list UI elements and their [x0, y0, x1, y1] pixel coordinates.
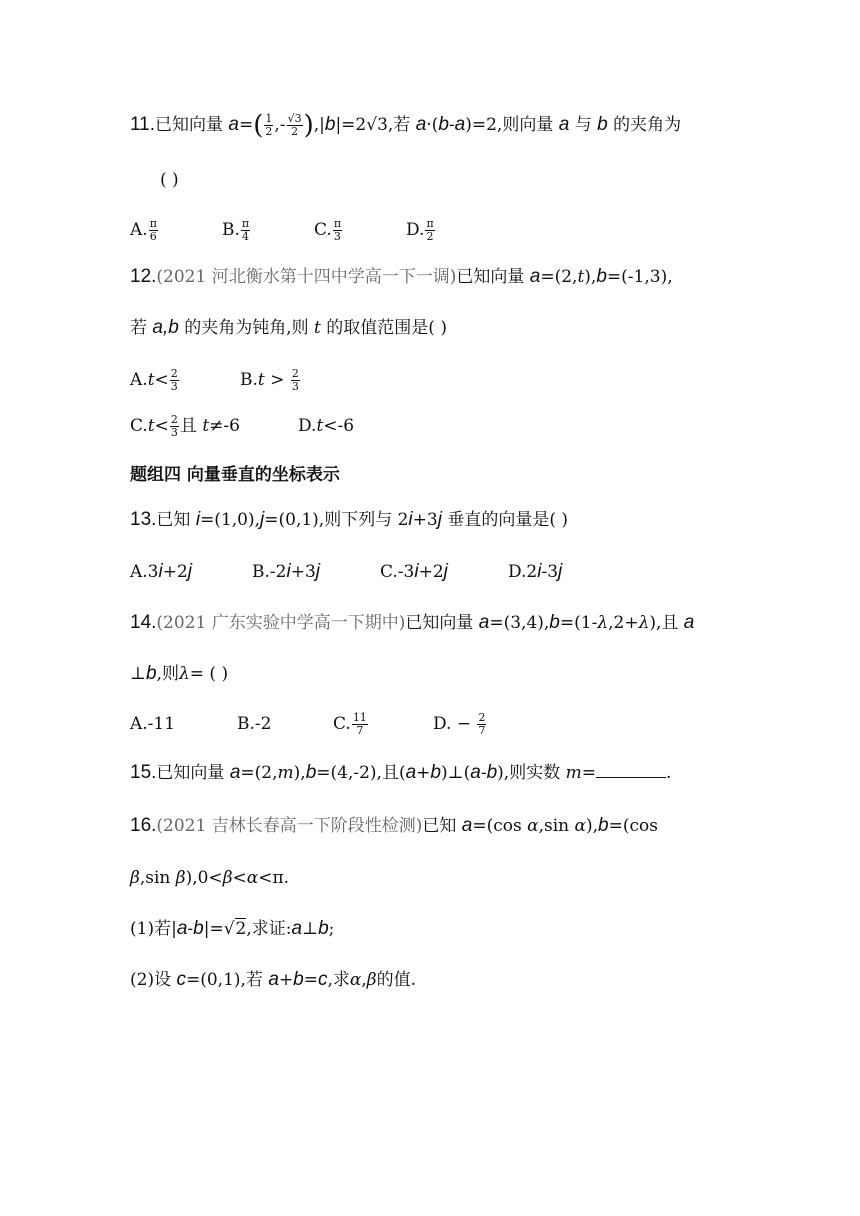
option-b: B. $\frac{\pi}{4}$: [222, 217, 250, 243]
option-a: A.t< $\frac{2}{3}$: [130, 367, 178, 393]
question-number: 14.: [130, 612, 157, 633]
q11-options: [130, 218, 436, 243]
q11-stem: 11.已知向量 a=( $\frac{1}{2}$ ,- $\frac{√3}{2}$ ),|b|=2√3,若 a·(b-a)=2,则向量 a 与 b 的夹角为: [130, 110, 682, 141]
option-d: D. $\frac{\pi}{2}$: [406, 217, 434, 243]
option-b: B.-2: [237, 714, 272, 734]
option-c: C.-3i+2j: [380, 561, 448, 582]
q15-stem: 15.已知向量 a=(2,m),b=(4,-2),且(a+b)⊥(a-b),则实数 m= .: [130, 762, 672, 783]
option-d: D.t<-6: [298, 416, 355, 436]
section-heading: 题组四 向量垂直的坐标表示: [130, 465, 340, 485]
option-c: C. $\frac{11}{7}$: [333, 711, 367, 737]
answer-blank[interactable]: [596, 761, 666, 778]
question-number: 15.: [130, 762, 157, 783]
option-a: A.-11: [130, 714, 176, 734]
option-c: C. $\frac{\pi}{3}$: [314, 217, 342, 243]
q14-options: [130, 712, 487, 737]
fraction: $\frac{1}{2}$: [265, 112, 273, 138]
q13-options: [130, 560, 562, 584]
q16-stem: 16.(2021 吉林长春高一下阶段性检测)已知 a=(cos α,sin α),b=(cos: [130, 815, 658, 836]
q11-answer-paren: ( ): [160, 170, 179, 190]
question-source: (2021 吉林长春高一下阶段性检测): [156, 816, 423, 836]
question-number: 12.: [130, 266, 157, 287]
question-number: 16.: [130, 815, 157, 836]
option-b: B.-2i+3j: [252, 561, 320, 582]
question-source: (2021 河北衡水第十四中学高一下一调): [156, 267, 457, 287]
option-a: A. $\frac{\pi}{6}$: [130, 217, 157, 243]
question-number: 11.: [130, 114, 156, 135]
q12-options-row1: [130, 368, 301, 393]
fraction: $\frac{√3}{2}$: [287, 112, 302, 138]
q13-stem: 13.已知 i=(1,0),j=(0,1),则下列与 2i+3j 垂直的向量是( ): [130, 509, 569, 530]
q12-options-row2: [130, 414, 354, 439]
q16-part2: (2)设 c=(0,1),若 a+b=c,求α,β的值.: [130, 969, 417, 990]
option-d: D.2i-3j: [508, 561, 563, 582]
option-b: B.t > $\frac{2}{3}$: [240, 367, 299, 393]
q12-stem: 12.(2021 河北衡水第十四中学高一下一调)已知向量 a=(2,t),b=(-1,3),: [130, 266, 673, 287]
q12-stem-line2: 若 a,b 的夹角为钝角,则 t 的取值范围是( ): [130, 317, 447, 338]
question-source: (2021 广东实验中学高一下期中): [156, 613, 406, 633]
option-c: C.t< $\frac{2}{3}$ 且 t≠-6: [130, 413, 240, 439]
q16-part1: (1)若|a-b|=√2,求证:a⊥b;: [130, 918, 335, 939]
question-number: 13.: [130, 509, 157, 530]
q14-stem: 14.(2021 广东实验中学高一下期中)已知向量 a=(3,4),b=(1-λ,2+λ),且 a: [130, 612, 695, 633]
option-d: D. − $\frac{2}{7}$: [433, 711, 486, 737]
q16-stem-line2: β,sin β),0<β<α<π.: [130, 868, 290, 888]
q14-stem-line2: ⊥b,则λ= ( ): [130, 663, 229, 684]
option-a: A.3i+2j: [130, 561, 193, 582]
